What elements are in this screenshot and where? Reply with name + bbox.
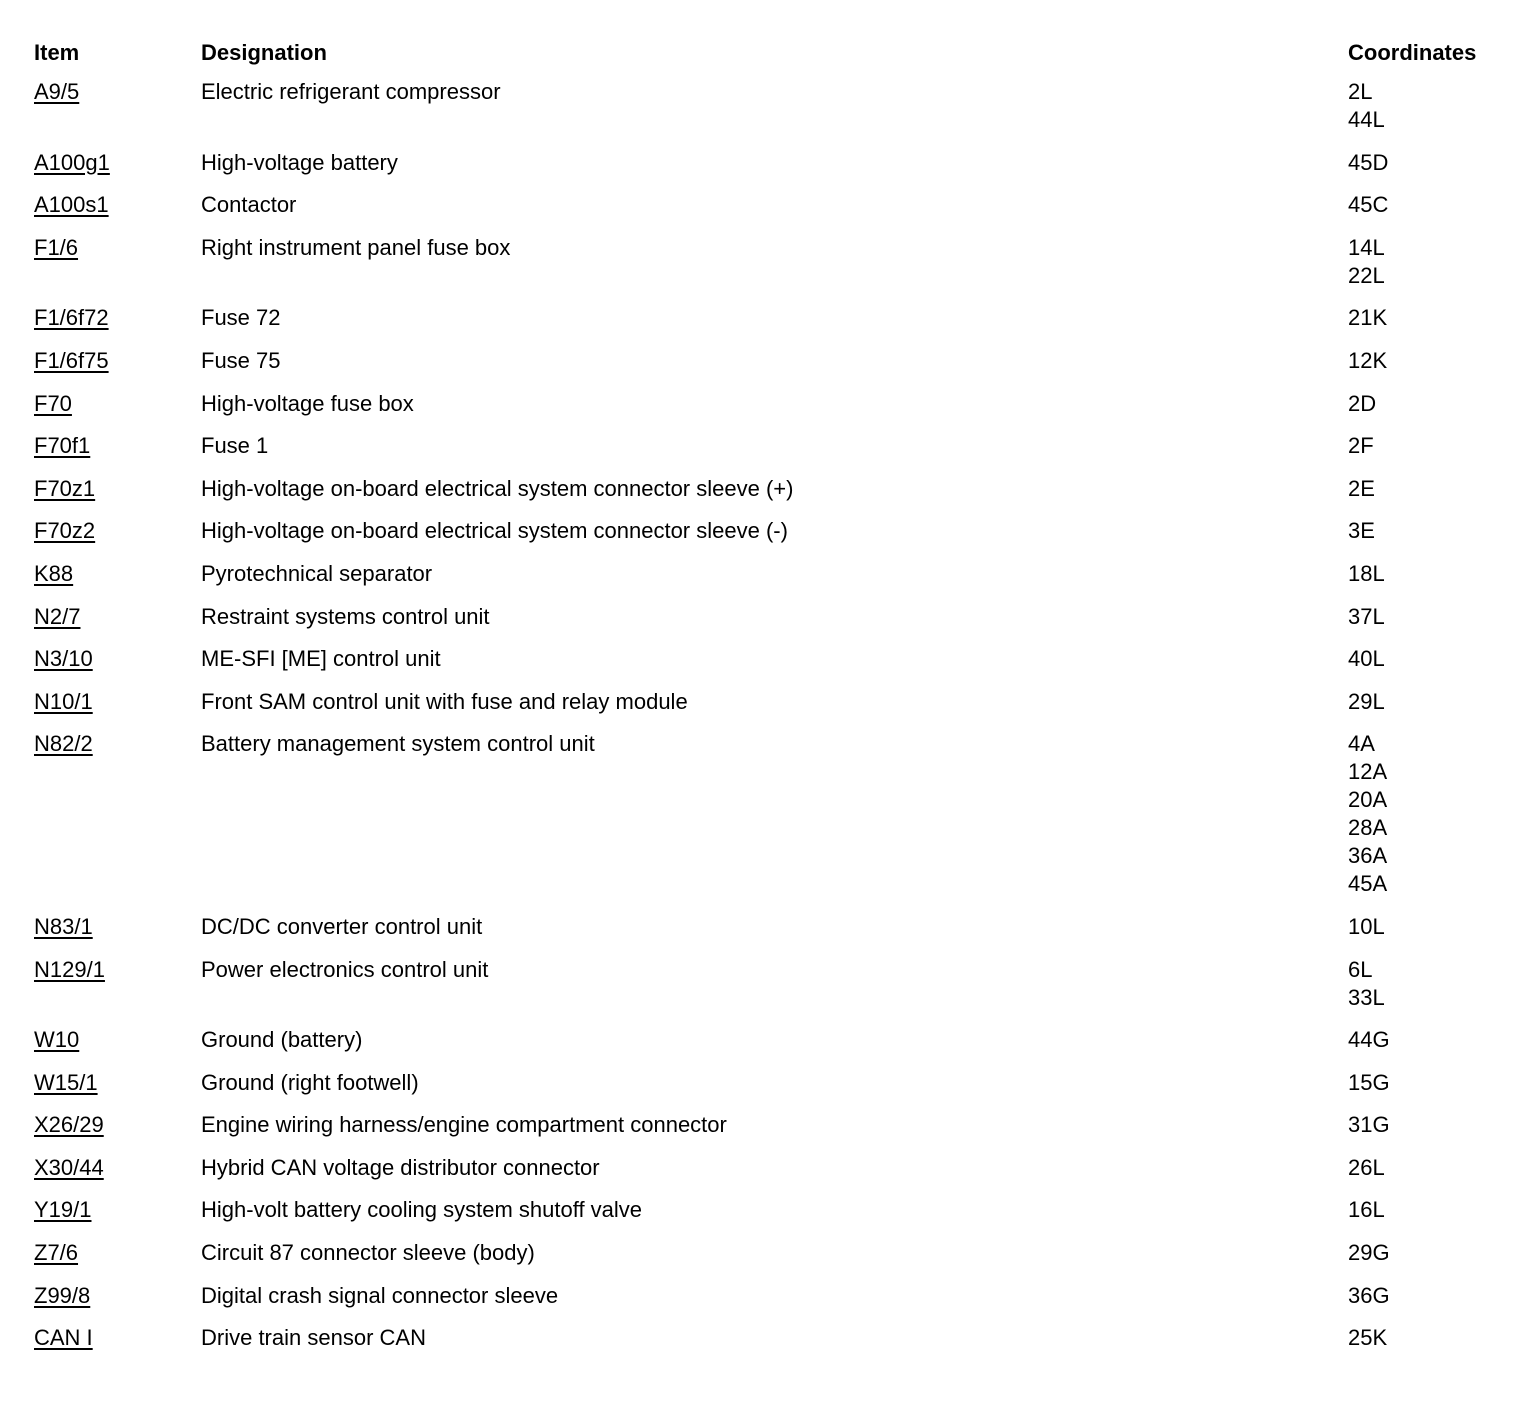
designation-cell: High-volt battery cooling system shutoff valve — [201, 1197, 643, 1223]
coordinate-value: 29L — [1348, 688, 1385, 714]
coordinates-cell — [1348, 475, 1514, 503]
table-row — [34, 560, 1514, 603]
designation-cell: Engine wiring harness/engine compartment connector — [201, 1112, 727, 1138]
table-row — [34, 688, 1514, 731]
coordinates-cell — [1348, 956, 1514, 1012]
table-row — [34, 475, 1514, 518]
table-row — [34, 149, 1514, 192]
coordinate-value: 26L — [1348, 1154, 1385, 1180]
designation-cell: Drive train sensor CAN — [201, 1325, 426, 1351]
item-link[interactable]: X30/44 — [34, 1154, 104, 1180]
coordinate-value: 2F — [1348, 433, 1374, 459]
item-cell — [34, 1196, 201, 1224]
item-cell — [34, 475, 201, 503]
coordinate-value: 25K — [1348, 1325, 1388, 1351]
coordinates-column-header: Coordinates — [1348, 40, 1477, 65]
designation-cell: Electric refrigerant compressor — [201, 79, 501, 104]
coordinates-cell — [1348, 432, 1514, 460]
item-cell — [34, 956, 201, 984]
designation-cell: Ground (right footwell) — [201, 1069, 419, 1095]
coordinates-cell — [1348, 347, 1514, 375]
table-row — [34, 390, 1514, 433]
coordinate-value: 40L — [1348, 646, 1385, 672]
item-cell — [34, 1282, 201, 1310]
designation-column-header: Designation — [201, 40, 327, 65]
coordinates-cell — [1348, 1282, 1514, 1310]
table-row — [34, 517, 1514, 560]
coordinates-cell — [1348, 560, 1514, 588]
coordinate-value: 14L — [1348, 234, 1385, 260]
designation-cell: Pyrotechnical separator — [201, 560, 433, 586]
item-link[interactable]: N83/1 — [34, 913, 93, 939]
item-cell — [34, 1069, 201, 1097]
coordinates-cell — [1348, 645, 1514, 673]
coordinate-value: 33L — [1348, 984, 1385, 1010]
designation-cell: Hybrid CAN voltage distributor connector — [201, 1154, 600, 1180]
coordinates-cell — [1348, 1069, 1514, 1097]
coordinate-value: 20A — [1348, 787, 1388, 813]
designation-cell: Fuse 75 — [201, 347, 281, 373]
coordinate-value: 12K — [1348, 347, 1388, 373]
item-cell — [34, 913, 201, 941]
table-row — [34, 1282, 1514, 1325]
designation-cell: Fuse 72 — [201, 305, 281, 331]
item-link[interactable]: A100g1 — [34, 149, 110, 175]
item-cell — [34, 1111, 201, 1139]
designation-cell: Fuse 1 — [201, 433, 269, 459]
designation-cell: High-voltage fuse box — [201, 390, 414, 416]
table-row — [34, 1239, 1514, 1282]
item-cell — [34, 432, 201, 460]
designation-cell: ME-SFI [ME] control unit — [201, 646, 441, 672]
item-cell — [34, 517, 201, 545]
coordinates-cell — [1348, 149, 1514, 177]
item-link[interactable]: N2/7 — [34, 603, 81, 629]
item-link[interactable]: K88 — [34, 560, 74, 586]
table-row — [34, 1111, 1514, 1154]
table-row — [34, 913, 1514, 956]
coordinate-value: 21K — [1348, 305, 1388, 331]
item-cell — [34, 78, 201, 106]
item-column-header: Item — [34, 40, 80, 65]
coordinate-value: 10L — [1348, 913, 1385, 939]
coordinates-cell — [1348, 1154, 1514, 1182]
table-header — [34, 36, 1514, 78]
coordinate-value: 2D — [1348, 390, 1377, 416]
item-link[interactable]: A9/5 — [34, 79, 80, 104]
coordinate-value: 15G — [1348, 1069, 1390, 1095]
designation-cell: Contactor — [201, 192, 297, 218]
item-cell — [34, 191, 201, 219]
item-link[interactable]: X26/29 — [34, 1112, 104, 1138]
item-link[interactable]: F70z1 — [34, 475, 96, 501]
item-link[interactable]: W15/1 — [34, 1069, 98, 1095]
coordinate-value: 3E — [1348, 518, 1375, 544]
coordinates-cell — [1348, 304, 1514, 332]
table-row — [34, 1196, 1514, 1239]
item-cell — [34, 1026, 201, 1054]
item-link[interactable]: F1/6f72 — [34, 305, 109, 331]
item-link[interactable]: Z7/6 — [34, 1240, 79, 1266]
table-row — [34, 956, 1514, 1027]
item-link[interactable]: CAN I — [34, 1325, 93, 1351]
table-row — [34, 304, 1514, 347]
coordinate-value: 18L — [1348, 560, 1385, 586]
coordinates-cell — [1348, 1324, 1514, 1352]
table-row — [34, 191, 1514, 234]
item-link[interactable]: A100s1 — [34, 192, 109, 218]
coordinate-value: 2E — [1348, 475, 1375, 501]
item-link[interactable]: F70z2 — [34, 518, 96, 544]
designation-cell: High-voltage on-board electrical system connector sleeve (-) — [201, 518, 788, 544]
coordinate-value: 44G — [1348, 1027, 1390, 1053]
table-row — [34, 603, 1514, 646]
coordinate-value: 2L — [1348, 79, 1373, 104]
item-cell — [34, 603, 201, 631]
coordinates-cell — [1348, 1239, 1514, 1267]
table-row — [34, 1069, 1514, 1112]
designation-cell: High-voltage on-board electrical system connector sleeve (+) — [201, 475, 794, 501]
item-cell — [34, 1239, 201, 1267]
component-legend-table — [34, 36, 1514, 1367]
table-row — [34, 432, 1514, 475]
coordinate-value: 45A — [1348, 871, 1388, 897]
table-row — [34, 78, 1514, 149]
item-link[interactable]: W10 — [34, 1027, 80, 1053]
item-link[interactable]: F70 — [34, 390, 72, 416]
coordinate-value: 45C — [1348, 192, 1389, 218]
designation-cell: High-voltage battery — [201, 149, 398, 175]
designation-cell: Right instrument panel fuse box — [201, 234, 511, 260]
item-link[interactable]: N3/10 — [34, 646, 93, 672]
item-cell — [34, 304, 201, 332]
coordinates-cell — [1348, 390, 1514, 418]
table-row — [34, 234, 1514, 305]
coordinates-cell — [1348, 1196, 1514, 1224]
item-link[interactable]: F70f1 — [34, 433, 91, 459]
item-cell — [34, 560, 201, 588]
coordinate-value: 28A — [1348, 815, 1388, 841]
coordinates-cell — [1348, 688, 1514, 716]
item-cell — [34, 1154, 201, 1182]
coordinate-value: 12A — [1348, 759, 1388, 785]
coordinate-value: 6L — [1348, 956, 1373, 982]
item-link[interactable]: F1/6 — [34, 234, 79, 260]
table-row — [34, 1154, 1514, 1197]
item-link[interactable]: F1/6f75 — [34, 347, 109, 373]
coordinates-cell — [1348, 517, 1514, 545]
designation-cell: Ground (battery) — [201, 1027, 363, 1053]
table-row — [34, 1324, 1514, 1367]
designation-cell: Circuit 87 connector sleeve (body) — [201, 1240, 535, 1266]
coordinate-value: 45D — [1348, 149, 1389, 175]
coordinates-cell — [1348, 1026, 1514, 1054]
table-body — [34, 78, 1514, 1367]
item-cell — [34, 688, 201, 716]
item-cell — [34, 645, 201, 673]
coordinate-value: 37L — [1348, 603, 1385, 629]
coordinate-value: 4A — [1348, 731, 1375, 757]
designation-cell: DC/DC converter control unit — [201, 913, 483, 939]
item-cell — [34, 234, 201, 262]
coordinate-value: 31G — [1348, 1112, 1390, 1138]
item-cell — [34, 390, 201, 418]
item-cell — [34, 1324, 201, 1352]
table-row — [34, 645, 1514, 688]
coordinates-cell — [1348, 191, 1514, 219]
designation-cell: Digital crash signal connector sleeve — [201, 1282, 559, 1308]
table-row — [34, 347, 1514, 390]
designation-cell: Front SAM control unit with fuse and relay module — [201, 688, 688, 714]
table-row — [34, 1026, 1514, 1069]
item-link[interactable]: N10/1 — [34, 688, 93, 714]
coordinates-cell — [1348, 913, 1514, 941]
item-cell — [34, 730, 201, 758]
item-cell — [34, 149, 201, 177]
coordinates-cell — [1348, 78, 1514, 134]
item-link[interactable]: N129/1 — [34, 956, 105, 982]
item-cell — [34, 347, 201, 375]
coordinates-cell — [1348, 603, 1514, 631]
coordinates-cell — [1348, 1111, 1514, 1139]
coordinate-value: 16L — [1348, 1197, 1385, 1223]
coordinate-value: 36A — [1348, 843, 1388, 869]
designation-cell: Power electronics control unit — [201, 956, 489, 982]
coordinate-value: 22L — [1348, 262, 1385, 288]
coordinate-value: 36G — [1348, 1282, 1390, 1308]
coordinate-value: 44L — [1348, 107, 1385, 132]
table-row — [34, 730, 1514, 913]
coordinates-cell — [1348, 234, 1514, 290]
designation-cell: Restraint systems control unit — [201, 603, 490, 629]
coordinates-cell — [1348, 730, 1514, 898]
item-link[interactable]: Z99/8 — [34, 1282, 91, 1308]
coordinate-value: 29G — [1348, 1240, 1390, 1266]
designation-cell: Battery management system control unit — [201, 731, 595, 757]
item-link[interactable]: N82/2 — [34, 731, 93, 757]
item-link[interactable]: Y19/1 — [34, 1197, 92, 1223]
